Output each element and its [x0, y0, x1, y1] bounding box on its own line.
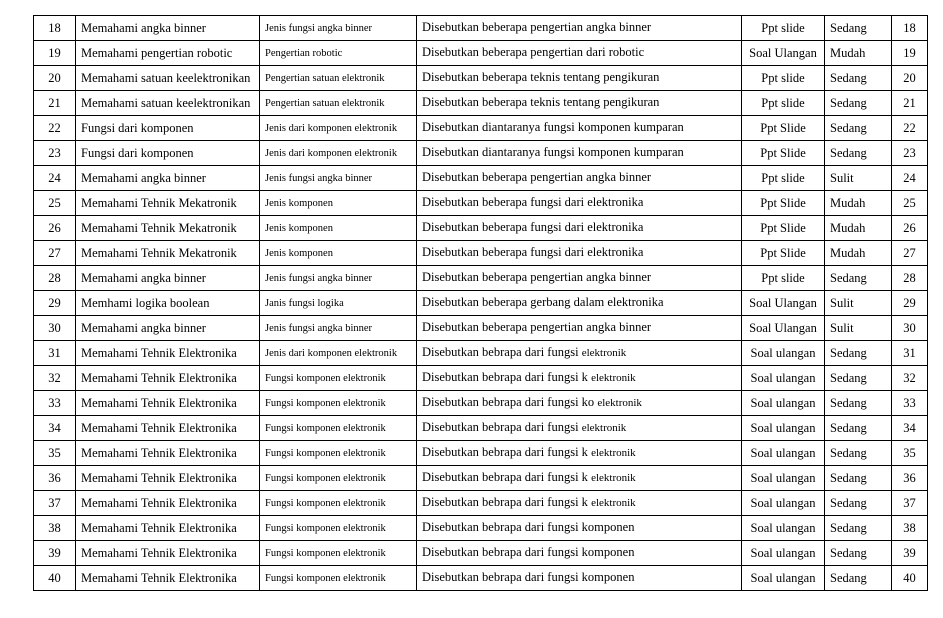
- question-cell: [417, 291, 742, 316]
- question-text: Disebutkan beberapa pengertian angka binner: [422, 170, 652, 184]
- row-number-cell: 40: [34, 566, 76, 591]
- media-cell: Soal ulangan: [742, 516, 825, 541]
- difficulty-cell: Sedang: [825, 266, 892, 291]
- question-cell: [417, 541, 742, 566]
- question-text: Disebutkan beberapa fungsi dari elektronika: [422, 245, 644, 259]
- question-cell: [417, 466, 742, 491]
- row-number-cell: 18: [34, 16, 76, 41]
- media-cell: Soal ulangan: [742, 466, 825, 491]
- difficulty-cell: Sedang: [825, 16, 892, 41]
- row-number-cell: 25: [34, 191, 76, 216]
- indicator-cell: Jenis komponen: [260, 241, 417, 266]
- item-number-cell: 37: [892, 491, 928, 516]
- item-number-cell: 33: [892, 391, 928, 416]
- indicator-cell: Janis fungsi logika: [260, 291, 417, 316]
- question-text: Disebutkan bebrapa dari fungsi komponen: [422, 570, 635, 584]
- media-cell: Soal ulangan: [742, 491, 825, 516]
- competency-cell: Memhami logika boolean: [76, 291, 260, 316]
- table-row: [34, 566, 928, 591]
- question-text: Disebutkan beberapa pengertian angka binner: [422, 270, 652, 284]
- indicator-cell: Pengertian robotic: [260, 41, 417, 66]
- difficulty-cell: Mudah: [825, 41, 892, 66]
- question-text: Disebutkan beberapa pengertian angka binner: [422, 20, 652, 34]
- question-cell: [417, 191, 742, 216]
- competency-cell: Memahami Tehnik Elektronika: [76, 541, 260, 566]
- media-cell: Ppt slide: [742, 91, 825, 116]
- table-body: [34, 16, 928, 591]
- competency-cell: Memahami Tehnik Mekatronik: [76, 216, 260, 241]
- competency-cell: Memahami Tehnik Elektronika: [76, 516, 260, 541]
- competency-cell: Memahami Tehnik Elektronika: [76, 391, 260, 416]
- media-cell: Ppt Slide: [742, 141, 825, 166]
- table-row: [34, 241, 928, 266]
- competency-cell: Memahami Tehnik Elektronika: [76, 566, 260, 591]
- table-row: [34, 366, 928, 391]
- indicator-cell: Jenis komponen: [260, 216, 417, 241]
- difficulty-cell: Sedang: [825, 391, 892, 416]
- item-number-cell: 21: [892, 91, 928, 116]
- row-number-cell: 29: [34, 291, 76, 316]
- question-text: Disebutkan beberapa pengertian angka binner: [422, 320, 652, 334]
- row-number-cell: 26: [34, 216, 76, 241]
- table-row: [34, 466, 928, 491]
- media-cell: Soal ulangan: [742, 366, 825, 391]
- row-number-cell: 31: [34, 341, 76, 366]
- difficulty-cell: Sedang: [825, 541, 892, 566]
- row-number-cell: 37: [34, 491, 76, 516]
- row-number-cell: 22: [34, 116, 76, 141]
- difficulty-cell: Sedang: [825, 66, 892, 91]
- item-number-cell: 38: [892, 516, 928, 541]
- difficulty-cell: Sedang: [825, 466, 892, 491]
- question-cell: [417, 366, 742, 391]
- difficulty-cell: Sedang: [825, 416, 892, 441]
- media-cell: Ppt Slide: [742, 241, 825, 266]
- question-text-small: elektronik: [597, 397, 642, 409]
- competency-cell: Memahami Tehnik Mekatronik: [76, 191, 260, 216]
- media-cell: Soal ulangan: [742, 441, 825, 466]
- table-row: [34, 116, 928, 141]
- competency-cell: Memahami angka binner: [76, 316, 260, 341]
- difficulty-cell: Sedang: [825, 491, 892, 516]
- row-number-cell: 34: [34, 416, 76, 441]
- question-cell: [417, 241, 742, 266]
- indicator-cell: Fungsi komponen elektronik: [260, 466, 417, 491]
- question-text: Disebutkan beberapa fungsi dari elektronika: [422, 220, 644, 234]
- indicator-cell: Jenis fungsi angka binner: [260, 266, 417, 291]
- question-text: Disebutkan bebrapa dari fungsi komponen: [422, 520, 635, 534]
- indicator-cell: Jenis dari komponen elektronik: [260, 141, 417, 166]
- item-number-cell: 30: [892, 316, 928, 341]
- difficulty-cell: Sedang: [825, 116, 892, 141]
- indicator-cell: Fungsi komponen elektronik: [260, 391, 417, 416]
- media-cell: Soal ulangan: [742, 341, 825, 366]
- question-text: Disebutkan diantaranya fungsi komponen kumparan: [422, 120, 684, 134]
- question-cell: [417, 266, 742, 291]
- media-cell: Ppt slide: [742, 66, 825, 91]
- table-row: [34, 141, 928, 166]
- indicator-cell: Jenis komponen: [260, 191, 417, 216]
- item-number-cell: 23: [892, 141, 928, 166]
- competency-cell: Memahami pengertian robotic: [76, 41, 260, 66]
- difficulty-cell: Sedang: [825, 366, 892, 391]
- indicator-cell: Pengertian satuan elektronik: [260, 66, 417, 91]
- media-cell: Soal ulangan: [742, 391, 825, 416]
- item-number-cell: 34: [892, 416, 928, 441]
- table-row: [34, 341, 928, 366]
- media-cell: Soal Ulangan: [742, 316, 825, 341]
- table-row: [34, 441, 928, 466]
- row-number-cell: 32: [34, 366, 76, 391]
- question-text-small: elektronik: [581, 422, 627, 434]
- competency-cell: Fungsi dari komponen: [76, 141, 260, 166]
- question-text: Disebutkan diantaranya fungsi komponen kumparan: [422, 145, 684, 159]
- item-number-cell: 32: [892, 366, 928, 391]
- item-number-cell: 29: [892, 291, 928, 316]
- question-text: Disebutkan beberapa gerbang dalam elektronika: [422, 295, 664, 309]
- competency-cell: Memahami satuan keelektronikan: [76, 66, 260, 91]
- competency-cell: Memahami Tehnik Elektronika: [76, 466, 260, 491]
- question-cell: [417, 166, 742, 191]
- item-number-cell: 27: [892, 241, 928, 266]
- item-number-cell: 26: [892, 216, 928, 241]
- indicator-cell: Fungsi komponen elektronik: [260, 491, 417, 516]
- question-text: Disebutkan bebrapa dari fungsi k: [422, 370, 592, 384]
- question-text-small: elektronik: [581, 347, 627, 359]
- competency-cell: Memahami angka binner: [76, 266, 260, 291]
- question-text: Disebutkan bebrapa dari fungsi komponen: [422, 545, 635, 559]
- question-cell: [417, 91, 742, 116]
- question-cell: [417, 441, 742, 466]
- table-row: [34, 216, 928, 241]
- row-number-cell: 35: [34, 441, 76, 466]
- table-row: [34, 191, 928, 216]
- competency-cell: Fungsi dari komponen: [76, 116, 260, 141]
- media-cell: Ppt slide: [742, 166, 825, 191]
- row-number-cell: 23: [34, 141, 76, 166]
- row-number-cell: 19: [34, 41, 76, 66]
- question-cell: [417, 416, 742, 441]
- item-number-cell: 39: [892, 541, 928, 566]
- indicator-cell: Jenis dari komponen elektronik: [260, 116, 417, 141]
- question-cell: [417, 491, 742, 516]
- question-text-small: elektronik: [591, 447, 636, 459]
- item-number-cell: 40: [892, 566, 928, 591]
- table-row: [34, 16, 928, 41]
- indicator-cell: Pengertian satuan elektronik: [260, 91, 417, 116]
- indicator-cell: Fungsi komponen elektronik: [260, 416, 417, 441]
- indicator-cell: Jenis fungsi angka binner: [260, 166, 417, 191]
- question-cell: [417, 41, 742, 66]
- question-cell: [417, 566, 742, 591]
- table-row: [34, 291, 928, 316]
- question-text: Disebutkan beberapa teknis tentang pengikuran: [422, 70, 660, 84]
- table-row: [34, 166, 928, 191]
- row-number-cell: 21: [34, 91, 76, 116]
- indicator-cell: Jenis dari komponen elektronik: [260, 341, 417, 366]
- question-text: Disebutkan bebrapa dari fungsi ko: [422, 395, 598, 409]
- table-row: [34, 66, 928, 91]
- question-text: Disebutkan beberapa fungsi dari elektronika: [422, 195, 644, 209]
- indicator-cell: Fungsi komponen elektronik: [260, 516, 417, 541]
- question-cell: [417, 316, 742, 341]
- competency-cell: Memahami Tehnik Elektronika: [76, 366, 260, 391]
- competency-cell: Memahami Tehnik Mekatronik: [76, 241, 260, 266]
- item-number-cell: 18: [892, 16, 928, 41]
- table-row: [34, 266, 928, 291]
- indicator-cell: Jenis fungsi angka binner: [260, 316, 417, 341]
- question-cell: [417, 66, 742, 91]
- question-cell: [417, 216, 742, 241]
- item-number-cell: 25: [892, 191, 928, 216]
- media-cell: Soal Ulangan: [742, 41, 825, 66]
- row-number-cell: 38: [34, 516, 76, 541]
- question-cell: [417, 341, 742, 366]
- question-cell: [417, 116, 742, 141]
- question-cell: [417, 516, 742, 541]
- question-text: Disebutkan bebrapa dari fungsi k: [422, 470, 592, 484]
- question-cell: [417, 16, 742, 41]
- table-row: [34, 316, 928, 341]
- media-cell: Ppt Slide: [742, 116, 825, 141]
- media-cell: Soal ulangan: [742, 416, 825, 441]
- difficulty-cell: Mudah: [825, 241, 892, 266]
- competency-cell: Memahami Tehnik Elektronika: [76, 341, 260, 366]
- question-text: Disebutkan beberapa teknis tentang pengikuran: [422, 95, 660, 109]
- question-grid-table: [33, 15, 928, 591]
- question-text-small: elektronik: [591, 497, 636, 509]
- difficulty-cell: Sulit: [825, 291, 892, 316]
- indicator-cell: Fungsi komponen elektronik: [260, 441, 417, 466]
- indicator-cell: Fungsi komponen elektronik: [260, 366, 417, 391]
- row-number-cell: 24: [34, 166, 76, 191]
- item-number-cell: 22: [892, 116, 928, 141]
- table-row: [34, 391, 928, 416]
- row-number-cell: 20: [34, 66, 76, 91]
- difficulty-cell: Sedang: [825, 141, 892, 166]
- competency-cell: Memahami angka binner: [76, 166, 260, 191]
- item-number-cell: 20: [892, 66, 928, 91]
- indicator-cell: Jenis fungsi angka binner: [260, 16, 417, 41]
- row-number-cell: 33: [34, 391, 76, 416]
- media-cell: Soal Ulangan: [742, 291, 825, 316]
- competency-cell: Memahami Tehnik Elektronika: [76, 441, 260, 466]
- difficulty-cell: Sedang: [825, 516, 892, 541]
- question-text-small: elektronik: [591, 472, 636, 484]
- competency-cell: Memahami angka binner: [76, 16, 260, 41]
- item-number-cell: 36: [892, 466, 928, 491]
- question-text: Disebutkan bebrapa dari fungsi k: [422, 495, 592, 509]
- item-number-cell: 19: [892, 41, 928, 66]
- difficulty-cell: Sedang: [825, 341, 892, 366]
- difficulty-cell: Mudah: [825, 191, 892, 216]
- table-row: [34, 416, 928, 441]
- question-text: Disebutkan bebrapa dari fungsi k: [422, 445, 592, 459]
- table-row: [34, 491, 928, 516]
- difficulty-cell: Sulit: [825, 316, 892, 341]
- media-cell: Ppt slide: [742, 266, 825, 291]
- media-cell: Ppt Slide: [742, 216, 825, 241]
- item-number-cell: 31: [892, 341, 928, 366]
- row-number-cell: 36: [34, 466, 76, 491]
- row-number-cell: 28: [34, 266, 76, 291]
- table-row: [34, 91, 928, 116]
- difficulty-cell: Sulit: [825, 166, 892, 191]
- difficulty-cell: Sedang: [825, 91, 892, 116]
- indicator-cell: Fungsi komponen elektronik: [260, 566, 417, 591]
- row-number-cell: 30: [34, 316, 76, 341]
- indicator-cell: Fungsi komponen elektronik: [260, 541, 417, 566]
- table-row: [34, 541, 928, 566]
- table-row: [34, 41, 928, 66]
- question-cell: [417, 391, 742, 416]
- table-row: [34, 516, 928, 541]
- media-cell: Soal ulangan: [742, 541, 825, 566]
- item-number-cell: 24: [892, 166, 928, 191]
- question-text: Disebutkan bebrapa dari fungsi: [422, 345, 582, 359]
- row-number-cell: 39: [34, 541, 76, 566]
- competency-cell: Memahami Tehnik Elektronika: [76, 416, 260, 441]
- row-number-cell: 27: [34, 241, 76, 266]
- competency-cell: Memahami satuan keelektronikan: [76, 91, 260, 116]
- item-number-cell: 35: [892, 441, 928, 466]
- media-cell: Ppt Slide: [742, 191, 825, 216]
- item-number-cell: 28: [892, 266, 928, 291]
- media-cell: Soal ulangan: [742, 566, 825, 591]
- media-cell: Ppt slide: [742, 16, 825, 41]
- difficulty-cell: Sedang: [825, 566, 892, 591]
- question-text: Disebutkan bebrapa dari fungsi: [422, 420, 582, 434]
- competency-cell: Memahami Tehnik Elektronika: [76, 491, 260, 516]
- question-text-small: elektronik: [591, 372, 636, 384]
- question-cell: [417, 141, 742, 166]
- difficulty-cell: Sedang: [825, 441, 892, 466]
- difficulty-cell: Mudah: [825, 216, 892, 241]
- question-text: Disebutkan beberapa pengertian dari robotic: [422, 45, 645, 59]
